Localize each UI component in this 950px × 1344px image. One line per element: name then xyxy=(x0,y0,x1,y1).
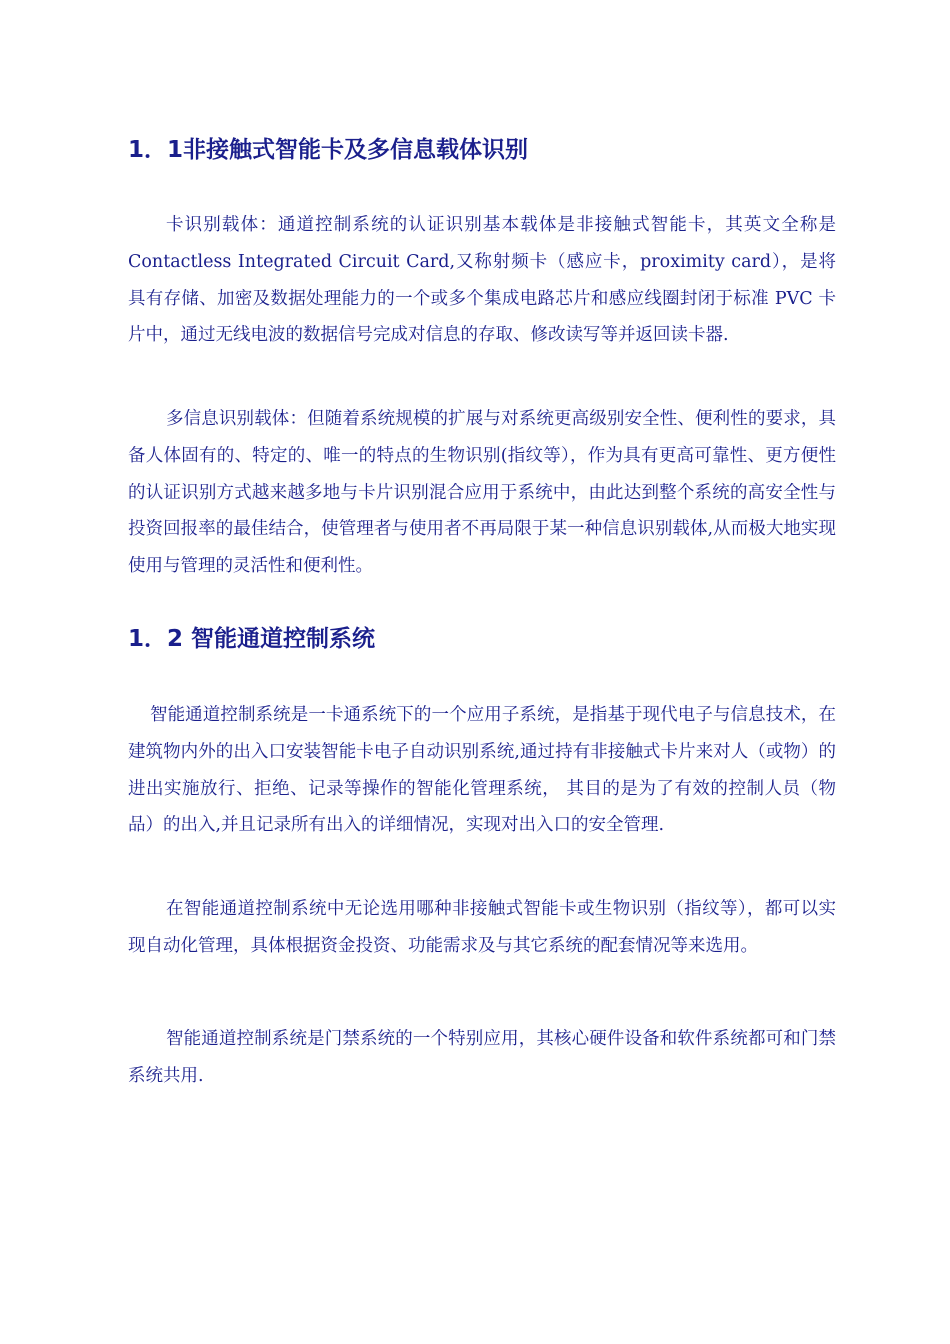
section-1-heading: 1．1非接触式智能卡及多信息载体识别 xyxy=(128,137,529,163)
section-1-paragraph-card-carrier: 卡识别载体：通道控制系统的认证识别基本载体是非接触式智能卡，其英文全称是 Contactless Integrated Circuit Card,又称射频卡（感应卡，proximity card），是将具有存储、加密及数据处理能力的一个或多个集成电路芯片和感应线圈封闭于标准 PVC 卡片中，通过无线电波的数据信号完成对信息的存取、修改读写等并返回读卡器. xyxy=(128,215,836,346)
section-2-heading: 1．2 智能通道控制系统 xyxy=(128,626,376,652)
document-page xyxy=(128,0,836,1344)
section-2-paragraph-card-choice: 在智能通道控制系统中无论选用哪种非接触式智能卡或生物识别（指纹等），都可以实现自动化管理，具体根据资金投资、功能需求及与其它系统的配套情况等来选用。 xyxy=(128,899,836,956)
section-2-paragraph-access-control: 智能通道控制系统是门禁系统的一个特别应用，其核心硬件设备和软件系统都可和门禁系统共用. xyxy=(128,1029,836,1086)
section-2-paragraph-overview: 智能通道控制系统是一卡通系统下的一个应用子系统，是指基于现代电子与信息技术，在建筑物内外的出入口安装智能卡电子自动识别系统,通过持有非接触式卡片来对人（或物）的进出实施放行、拒绝、记录等操作的智能化管理系统， 其目的是为了有效的控制人员（物品）的出入,并且记录所有出入的详细情况，实现对出入口的安全管理. xyxy=(128,705,836,836)
section-1-paragraph-multi-carrier: 多信息识别载体：但随着系统规模的扩展与对系统更高级别安全性、便利性的要求，具备人体固有的、特定的、唯一的特点的生物识别(指纹等），作为具有更高可靠性、更方便性的认证识别方式越来越多地与卡片识别混合应用于系统中，由此达到整个系统的高安全性与投资回报率的最佳结合，使管理者与使用者不再局限于某一种信息识别载体,从而极大地实现使用与管理的灵活性和便利性。 xyxy=(128,409,836,577)
